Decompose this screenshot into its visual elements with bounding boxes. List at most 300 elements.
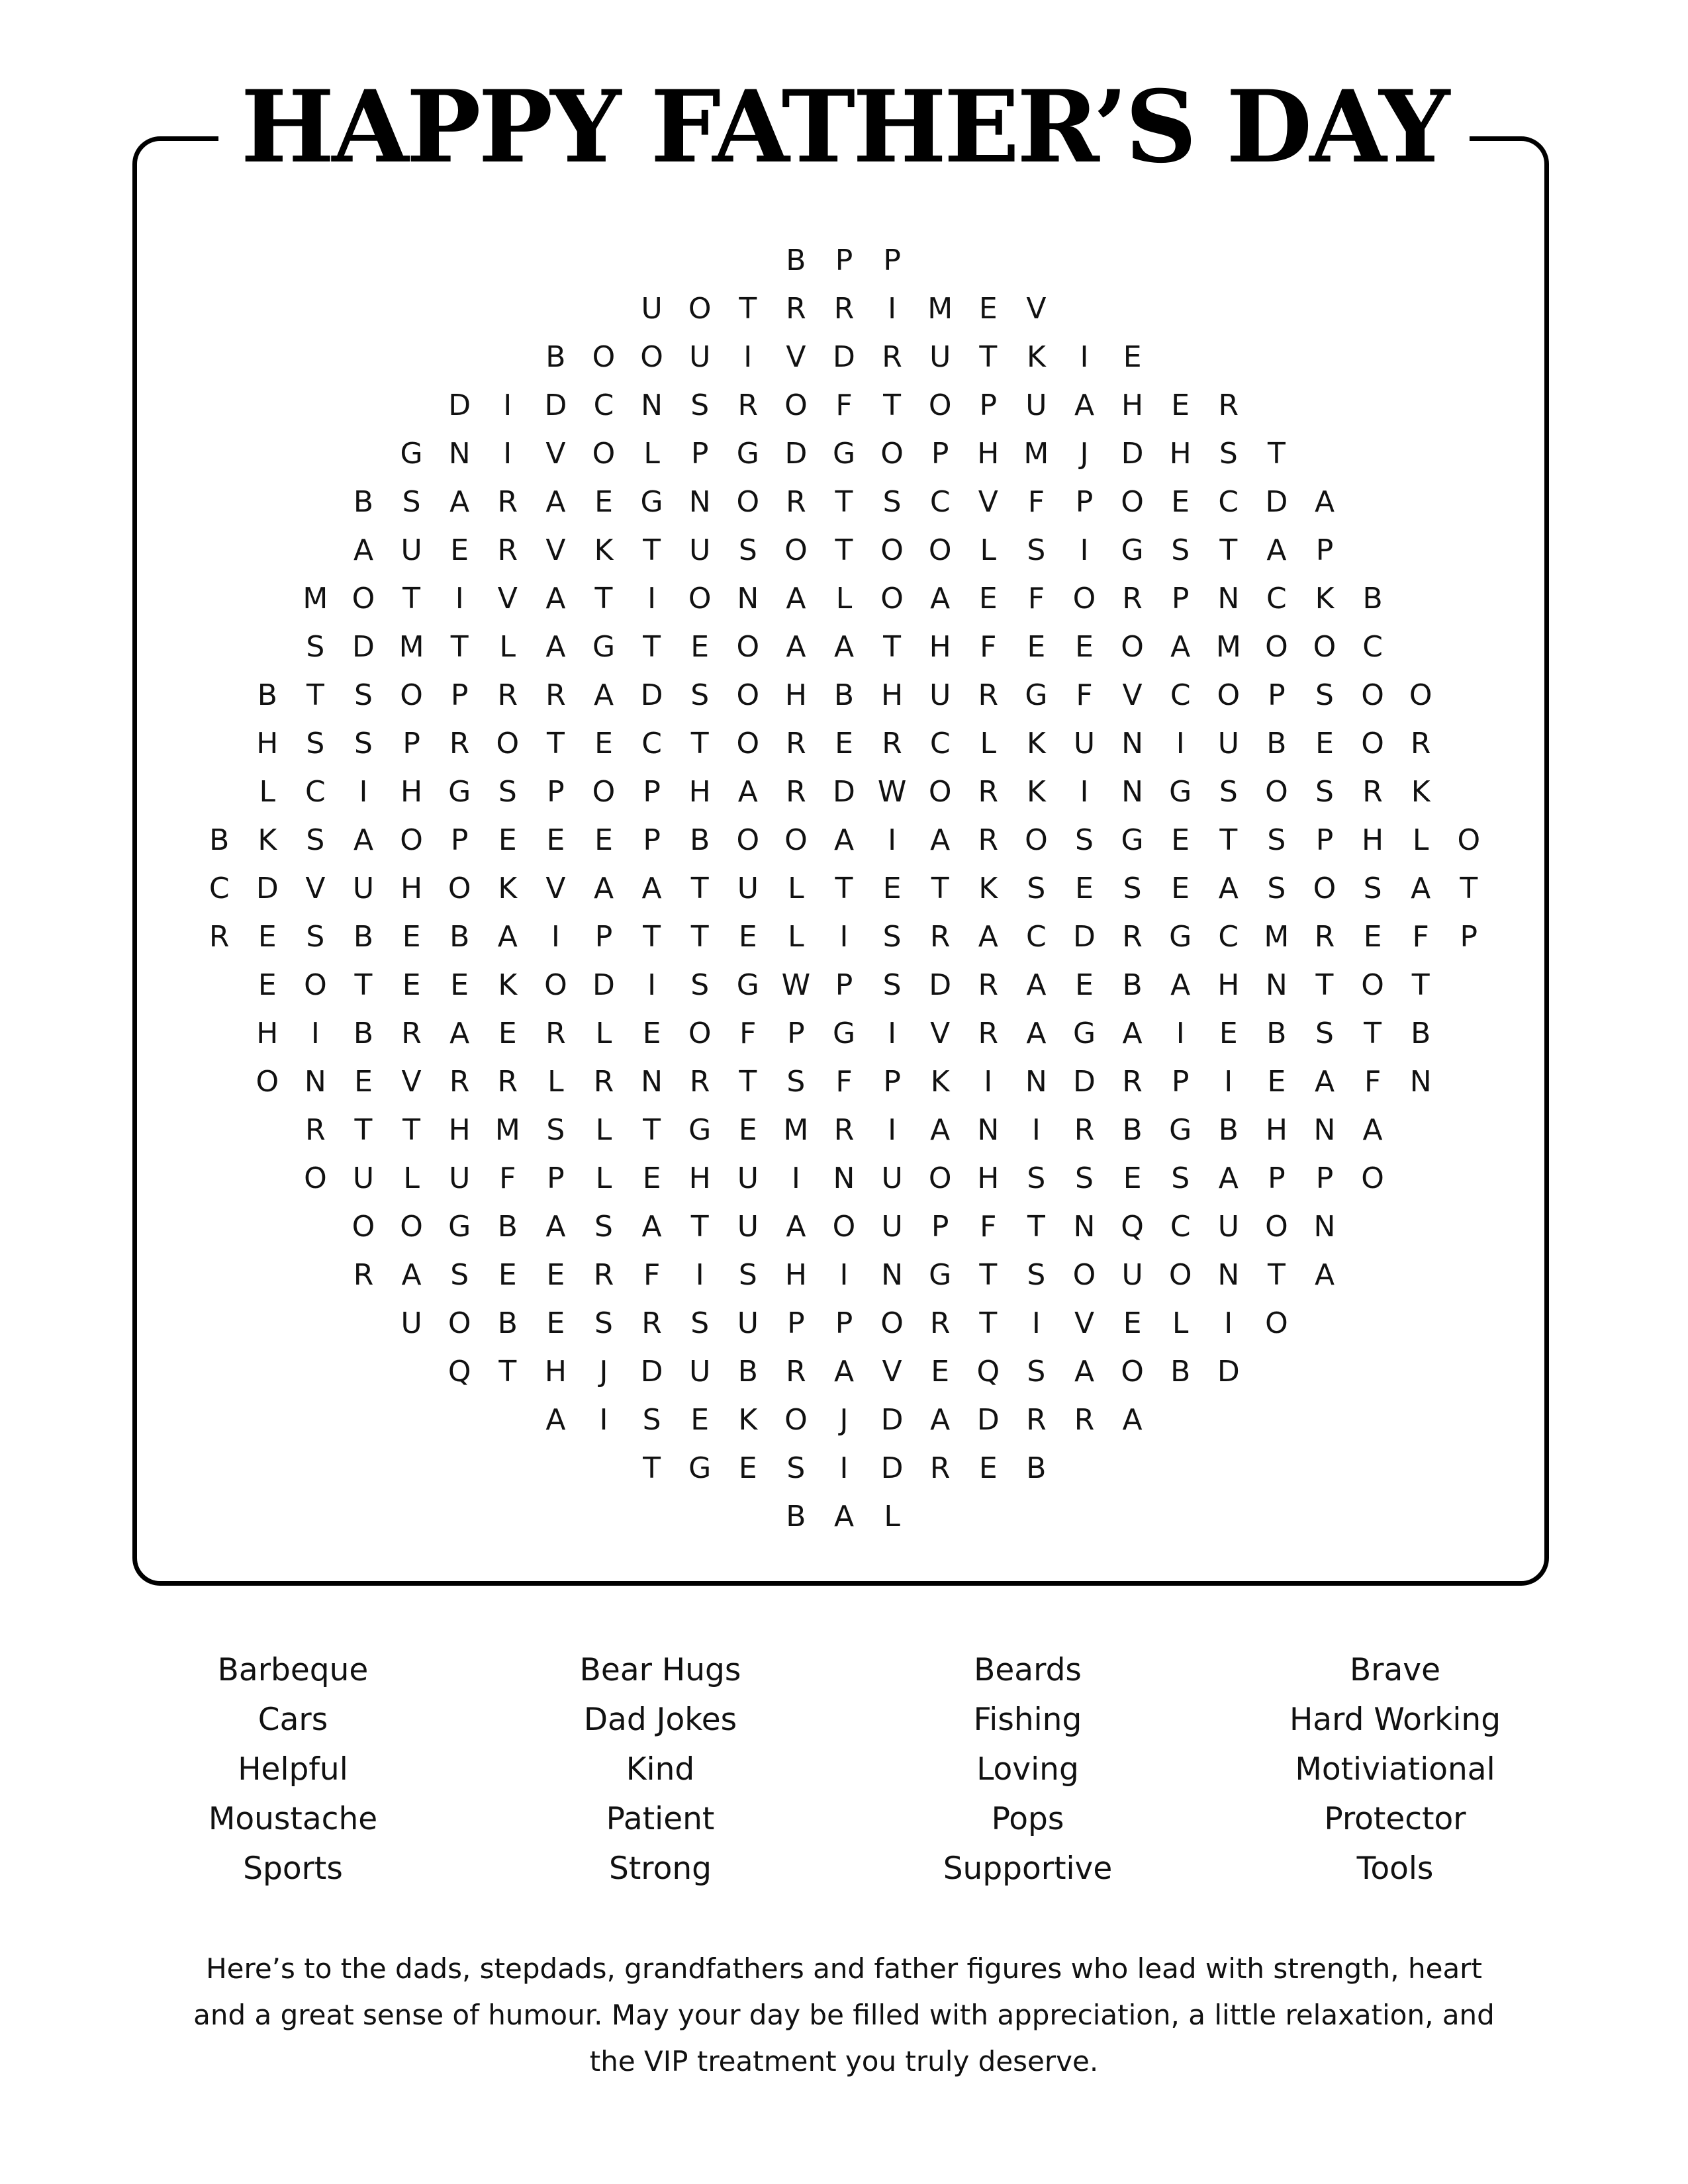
grid-letter: V <box>978 485 998 519</box>
grid-letter: N <box>1409 1065 1432 1099</box>
grid-letter: S <box>354 727 373 760</box>
grid-letter: O <box>400 1210 423 1244</box>
grid-letter: U <box>689 340 711 374</box>
grid-letter: S <box>882 968 902 1002</box>
grid-letter: T <box>739 1065 757 1099</box>
grid-letter: K <box>258 823 277 857</box>
grid-letter: I <box>503 437 512 471</box>
grid-letter: S <box>690 388 710 422</box>
grid-letter: A <box>978 920 998 954</box>
grid-letter: T <box>931 872 949 905</box>
grid-letter: R <box>1074 1113 1095 1147</box>
title-text: HAPPY FATHER’S DAY <box>218 61 1470 193</box>
word-item: Dad Jokes <box>583 1702 737 1738</box>
grid-letter: H <box>400 775 423 809</box>
grid-letter: U <box>400 533 422 567</box>
grid-letter: I <box>1224 1306 1233 1340</box>
grid-letter: H <box>977 437 1000 471</box>
grid-letter: E <box>1267 1065 1286 1099</box>
grid-letter: H <box>784 678 807 712</box>
grid-letter: S <box>1315 775 1334 809</box>
grid-letter: A <box>737 775 758 809</box>
grid-letter: S <box>1363 872 1382 905</box>
grid-letter: L <box>595 1113 612 1147</box>
grid-letter: D <box>833 340 855 374</box>
grid-letter: R <box>353 1258 374 1292</box>
grid-letter: D <box>640 1355 663 1388</box>
grid-letter: G <box>832 437 856 471</box>
grid-letter: B <box>1218 1113 1239 1147</box>
grid-letter: I <box>551 920 560 954</box>
grid-letter: O <box>880 533 904 567</box>
grid-letter: P <box>1315 823 1334 857</box>
grid-letter: E <box>1219 1017 1238 1050</box>
grid-letter: H <box>256 727 279 760</box>
grid-letter: S <box>738 1258 757 1292</box>
grid-letter: K <box>1026 727 1046 760</box>
grid-letter: T <box>1460 872 1478 905</box>
grid-letter: C <box>209 872 230 905</box>
grid-letter: T <box>739 292 757 326</box>
grid-letter: E <box>1171 872 1190 905</box>
grid-letter: V <box>882 1355 902 1388</box>
grid-letter: R <box>929 1451 951 1485</box>
grid-letter: T <box>402 582 421 615</box>
grid-letter: O <box>1121 1355 1144 1388</box>
grid-letter: V <box>401 1065 422 1099</box>
grid-letter: T <box>643 1451 661 1485</box>
grid-letter: H <box>1121 388 1144 422</box>
grid-letter: A <box>833 630 855 664</box>
grid-letter: P <box>931 1210 949 1244</box>
grid-letter: P <box>979 388 998 422</box>
grid-letter: H <box>544 1355 567 1388</box>
grid-letter: I <box>1224 1065 1233 1099</box>
grid-letter: S <box>1219 437 1238 471</box>
grid-letter: B <box>786 244 806 277</box>
grid-letter: H <box>688 775 711 809</box>
grid-letter: T <box>498 1355 517 1388</box>
grid-letter: A <box>641 872 662 905</box>
grid-letter: T <box>306 678 324 712</box>
grid-letter: B <box>737 1355 758 1388</box>
grid-letter: E <box>738 920 757 954</box>
grid-letter: A <box>449 1017 470 1050</box>
grid-letter: O <box>400 823 423 857</box>
grid-letter: E <box>594 727 613 760</box>
word-item: Barbeque <box>217 1652 369 1688</box>
grid-letter: R <box>209 920 230 954</box>
grid-letter: R <box>978 968 999 1002</box>
grid-letter: B <box>353 1017 374 1050</box>
grid-letter: R <box>1026 1403 1047 1437</box>
grid-letter: P <box>1315 533 1334 567</box>
grid-letter: O <box>784 388 808 422</box>
grid-letter: V <box>1026 292 1047 326</box>
grid-letter: T <box>643 1113 661 1147</box>
grid-letter: T <box>835 485 853 519</box>
grid-letter: L <box>1412 823 1429 857</box>
word-item: Pops <box>991 1801 1064 1837</box>
grid-letter: R <box>978 678 999 712</box>
grid-letter: O <box>1217 678 1241 712</box>
grid-letter: H <box>929 630 951 664</box>
grid-letter: D <box>448 388 471 422</box>
grid-letter: T <box>1027 1210 1045 1244</box>
grid-letter: T <box>1315 968 1334 1002</box>
grid-letter: V <box>930 1017 951 1050</box>
grid-letter: E <box>402 968 421 1002</box>
grid-letter: S <box>786 1451 806 1485</box>
grid-letter: G <box>736 437 759 471</box>
grid-letter: O <box>736 823 760 857</box>
grid-letter: E <box>1171 388 1190 422</box>
grid-letter: A <box>786 582 806 615</box>
grid-letter: L <box>788 872 804 905</box>
grid-letter: U <box>1121 1258 1143 1292</box>
grid-letter: L <box>403 1161 420 1195</box>
grid-letter: C <box>1218 920 1239 954</box>
grid-letter: R <box>833 1113 855 1147</box>
grid-letter: L <box>884 1500 900 1533</box>
grid-letter: E <box>1123 1306 1142 1340</box>
grid-letter: R <box>497 485 518 519</box>
word-item: Strong <box>609 1850 712 1887</box>
grid-letter: D <box>784 437 808 471</box>
grid-letter: S <box>1027 1161 1046 1195</box>
grid-letter: O <box>1265 775 1288 809</box>
grid-letter: G <box>448 1210 471 1244</box>
grid-letter: S <box>1075 823 1094 857</box>
grid-letter: T <box>1219 533 1238 567</box>
grid-letter: B <box>1122 968 1143 1002</box>
grid-letter: R <box>786 485 806 519</box>
grid-letter: J <box>839 1403 849 1437</box>
grid-letter: L <box>259 775 276 809</box>
word-item: Supportive <box>943 1850 1113 1887</box>
grid-letter: E <box>690 1403 710 1437</box>
grid-letter: P <box>643 823 661 857</box>
grid-letter: N <box>448 437 471 471</box>
grid-letter: S <box>306 920 325 954</box>
grid-letter: I <box>984 1065 993 1099</box>
grid-letter: O <box>736 678 760 712</box>
grid-letter: N <box>1121 775 1144 809</box>
grid-letter: U <box>737 872 759 905</box>
grid-letter: P <box>883 244 901 277</box>
grid-letter: S <box>498 775 517 809</box>
word-item: Fishing <box>973 1702 1082 1738</box>
grid-letter: A <box>1170 968 1191 1002</box>
grid-letter: K <box>978 872 998 905</box>
grid-letter: A <box>353 823 374 857</box>
grid-letter: S <box>306 727 325 760</box>
grid-letter: H <box>1169 437 1192 471</box>
grid-letter: A <box>786 630 806 664</box>
grid-letter: P <box>1268 678 1286 712</box>
word-column <box>1211 1645 1579 1893</box>
grid-letter: R <box>401 1017 422 1050</box>
grid-letter: T <box>450 630 469 664</box>
grid-letter: O <box>1072 1258 1096 1292</box>
grid-letter: R <box>593 1258 614 1292</box>
grid-letter: S <box>546 1113 565 1147</box>
grid-letter: O <box>1361 1161 1384 1195</box>
grid-letter: A <box>593 872 614 905</box>
grid-letter: O <box>1265 1210 1288 1244</box>
word-item: Patient <box>606 1801 715 1837</box>
grid-letter: O <box>928 533 952 567</box>
grid-letter: R <box>786 292 806 326</box>
grid-letter: R <box>978 1017 999 1050</box>
word-item: Moustache <box>208 1801 378 1837</box>
grid-letter: A <box>1122 1017 1143 1050</box>
grid-letter: U <box>1025 388 1047 422</box>
grid-letter: I <box>791 1161 800 1195</box>
grid-letter: A <box>1218 872 1239 905</box>
grid-letter: D <box>833 775 855 809</box>
grid-letter: U <box>1217 1210 1239 1244</box>
grid-letter: V <box>545 437 566 471</box>
grid-letter: T <box>643 533 661 567</box>
grid-letter: A <box>1074 388 1095 422</box>
grid-letter: P <box>450 678 469 712</box>
grid-letter: H <box>256 1017 279 1050</box>
grid-letter: B <box>1266 1017 1287 1050</box>
grid-letter: A <box>353 533 374 567</box>
grid-letter: P <box>690 437 709 471</box>
grid-letter: E <box>1315 727 1334 760</box>
grid-letter: R <box>1074 1403 1095 1437</box>
grid-letter: A <box>1411 872 1431 905</box>
grid-letter: S <box>1267 872 1286 905</box>
grid-letter: T <box>1219 823 1238 857</box>
grid-letter: G <box>592 630 616 664</box>
grid-letter: I <box>888 1113 897 1147</box>
grid-letter: B <box>1362 582 1383 615</box>
grid-letter: A <box>930 1113 951 1147</box>
grid-letter: S <box>1315 1017 1334 1050</box>
grid-letter: K <box>1411 775 1430 809</box>
grid-letter: D <box>1073 1065 1096 1099</box>
grid-letter: O <box>1168 1258 1192 1292</box>
grid-letter: R <box>1122 1065 1143 1099</box>
grid-letter: Q <box>1121 1210 1144 1244</box>
grid-letter: I <box>1176 727 1185 760</box>
grid-letter: I <box>359 775 368 809</box>
grid-letter: U <box>737 1161 759 1195</box>
grid-letter: O <box>832 1210 856 1244</box>
grid-letter: R <box>641 1306 662 1340</box>
grid-letter: P <box>450 823 469 857</box>
grid-letter: N <box>304 1065 326 1099</box>
grid-letter: R <box>929 920 951 954</box>
grid-letter: B <box>1122 1113 1143 1147</box>
grid-letter: O <box>1121 630 1144 664</box>
grid-letter: S <box>306 630 325 664</box>
grid-letter: N <box>737 582 759 615</box>
grid-letter: T <box>1364 1017 1382 1050</box>
grid-letter: G <box>1121 533 1144 567</box>
word-item: Protector <box>1324 1801 1466 1837</box>
grid-letter: E <box>450 533 469 567</box>
grid-letter: E <box>1075 630 1094 664</box>
grid-letter: F <box>980 630 997 664</box>
grid-letter: O <box>1265 1306 1288 1340</box>
grid-letter: E <box>978 582 998 615</box>
grid-letter: T <box>979 1258 998 1292</box>
grid-letter: S <box>1123 872 1142 905</box>
grid-letter: B <box>1170 1355 1191 1388</box>
grid-letter: O <box>400 678 423 712</box>
grid-letter: E <box>738 1451 757 1485</box>
grid-letter: P <box>1315 1161 1334 1195</box>
grid-letter: O <box>1121 485 1144 519</box>
grid-letter: F <box>835 388 853 422</box>
word-column <box>109 1645 477 1893</box>
grid-letter: E <box>1171 485 1190 519</box>
grid-letter: E <box>1363 920 1382 954</box>
grid-letter: S <box>402 485 421 519</box>
grid-letter: O <box>928 1161 952 1195</box>
grid-letter: F <box>1027 582 1045 615</box>
grid-letter: C <box>593 388 614 422</box>
grid-letter: O <box>928 775 952 809</box>
grid-letter: C <box>641 727 662 760</box>
grid-letter: U <box>352 1161 375 1195</box>
grid-letter: T <box>354 1113 373 1147</box>
grid-letter: R <box>786 1355 806 1388</box>
grid-letter: I <box>1031 1113 1041 1147</box>
grid-letter: G <box>640 485 663 519</box>
grid-letter: T <box>402 1113 421 1147</box>
grid-letter: N <box>1073 1210 1096 1244</box>
grid-letter: A <box>1266 533 1287 567</box>
grid-letter: O <box>592 340 616 374</box>
grid-letter: H <box>977 1161 1000 1195</box>
grid-letter: I <box>647 582 657 615</box>
grid-letter: S <box>1171 1161 1190 1195</box>
grid-letter: O <box>688 1017 712 1050</box>
grid-letter: O <box>736 630 760 664</box>
grid-letter: A <box>930 582 951 615</box>
grid-letter: I <box>1080 533 1089 567</box>
grid-letter: I <box>647 968 657 1002</box>
grid-letter: G <box>736 968 759 1002</box>
grid-letter: A <box>545 1210 566 1244</box>
grid-letter: B <box>690 823 710 857</box>
grid-letter: R <box>497 533 518 567</box>
grid-letter: P <box>643 775 661 809</box>
grid-letter: O <box>1313 630 1336 664</box>
grid-letter: S <box>690 678 710 712</box>
grid-letter: C <box>929 485 951 519</box>
grid-letter: C <box>1218 485 1239 519</box>
grid-letter: M <box>1215 630 1241 664</box>
grid-letter: S <box>786 1065 806 1099</box>
grid-letter: E <box>1171 823 1190 857</box>
grid-letter: O <box>1072 582 1096 615</box>
grid-letter: O <box>1409 678 1432 712</box>
grid-letter: C <box>305 775 326 809</box>
grid-letter: P <box>1460 920 1478 954</box>
grid-letter: S <box>642 1403 661 1437</box>
grid-letter: L <box>980 533 997 567</box>
grid-letter: P <box>931 437 949 471</box>
grid-letter: U <box>352 872 375 905</box>
grid-letter: A <box>1314 485 1335 519</box>
grid-letter: U <box>689 533 711 567</box>
grid-letter: O <box>447 1306 471 1340</box>
grid-letter: A <box>833 1355 855 1388</box>
grid-letter: R <box>1218 388 1239 422</box>
grid-letter: H <box>1265 1113 1288 1147</box>
grid-letter: E <box>690 630 710 664</box>
grid-letter: P <box>547 775 565 809</box>
grid-letter: H <box>1217 968 1240 1002</box>
grid-letter: O <box>304 1161 327 1195</box>
grid-letter: I <box>503 388 512 422</box>
word-item: Motiviational <box>1295 1751 1495 1788</box>
grid-letter: Q <box>447 1355 471 1388</box>
grid-letter: C <box>1170 678 1191 712</box>
grid-letter: U <box>641 292 663 326</box>
grid-letter: C <box>1362 630 1383 664</box>
grid-letter: G <box>1121 823 1144 857</box>
grid-letter: N <box>641 1065 663 1099</box>
grid-letter: E <box>931 1355 950 1388</box>
grid-letter: R <box>497 678 518 712</box>
grid-letter: P <box>1268 1161 1286 1195</box>
grid-letter: V <box>786 340 806 374</box>
grid-letter: E <box>258 920 277 954</box>
grid-letter: D <box>1073 920 1096 954</box>
grid-letter: B <box>1026 1451 1047 1485</box>
grid-letter: E <box>1075 872 1094 905</box>
grid-letter: E <box>642 1017 661 1050</box>
grid-letter: A <box>545 630 566 664</box>
closing-message: Here’s to the dads, stepdads, grandfathers and father figures who lead with strength, heart and a great sense of humour. May your day be filled with appreciation, a little relaxation, and the VIP treatment you truly deserve. <box>193 1952 1495 2077</box>
grid-letter: A <box>401 1258 422 1292</box>
grid-letter: P <box>835 244 853 277</box>
grid-letter: P <box>787 1017 805 1050</box>
grid-letter: G <box>1169 775 1192 809</box>
grid-letter: F <box>1364 1065 1382 1099</box>
grid-letter: R <box>449 727 470 760</box>
grid-letter: V <box>545 533 566 567</box>
grid-letter: K <box>498 968 518 1002</box>
grid-letter: E <box>354 1065 373 1099</box>
grid-letter: A <box>833 1500 855 1533</box>
word-item: Tools <box>1356 1850 1434 1887</box>
grid-letter: O <box>736 727 760 760</box>
grid-letter: G <box>1072 1017 1096 1050</box>
grid-letter: P <box>883 1065 901 1099</box>
grid-letter: T <box>594 582 613 615</box>
grid-letter: V <box>497 582 518 615</box>
grid-letter: I <box>1080 775 1089 809</box>
grid-letter: L <box>835 582 853 615</box>
grid-letter: O <box>592 437 616 471</box>
word-item: Hard Working <box>1289 1702 1501 1738</box>
grid-letter: A <box>545 485 566 519</box>
grid-letter: T <box>690 727 709 760</box>
grid-letter: D <box>976 1403 1000 1437</box>
grid-letter: T <box>690 1210 709 1244</box>
grid-letter: R <box>833 292 855 326</box>
grid-letter: D <box>1121 437 1144 471</box>
word-column <box>477 1645 844 1893</box>
